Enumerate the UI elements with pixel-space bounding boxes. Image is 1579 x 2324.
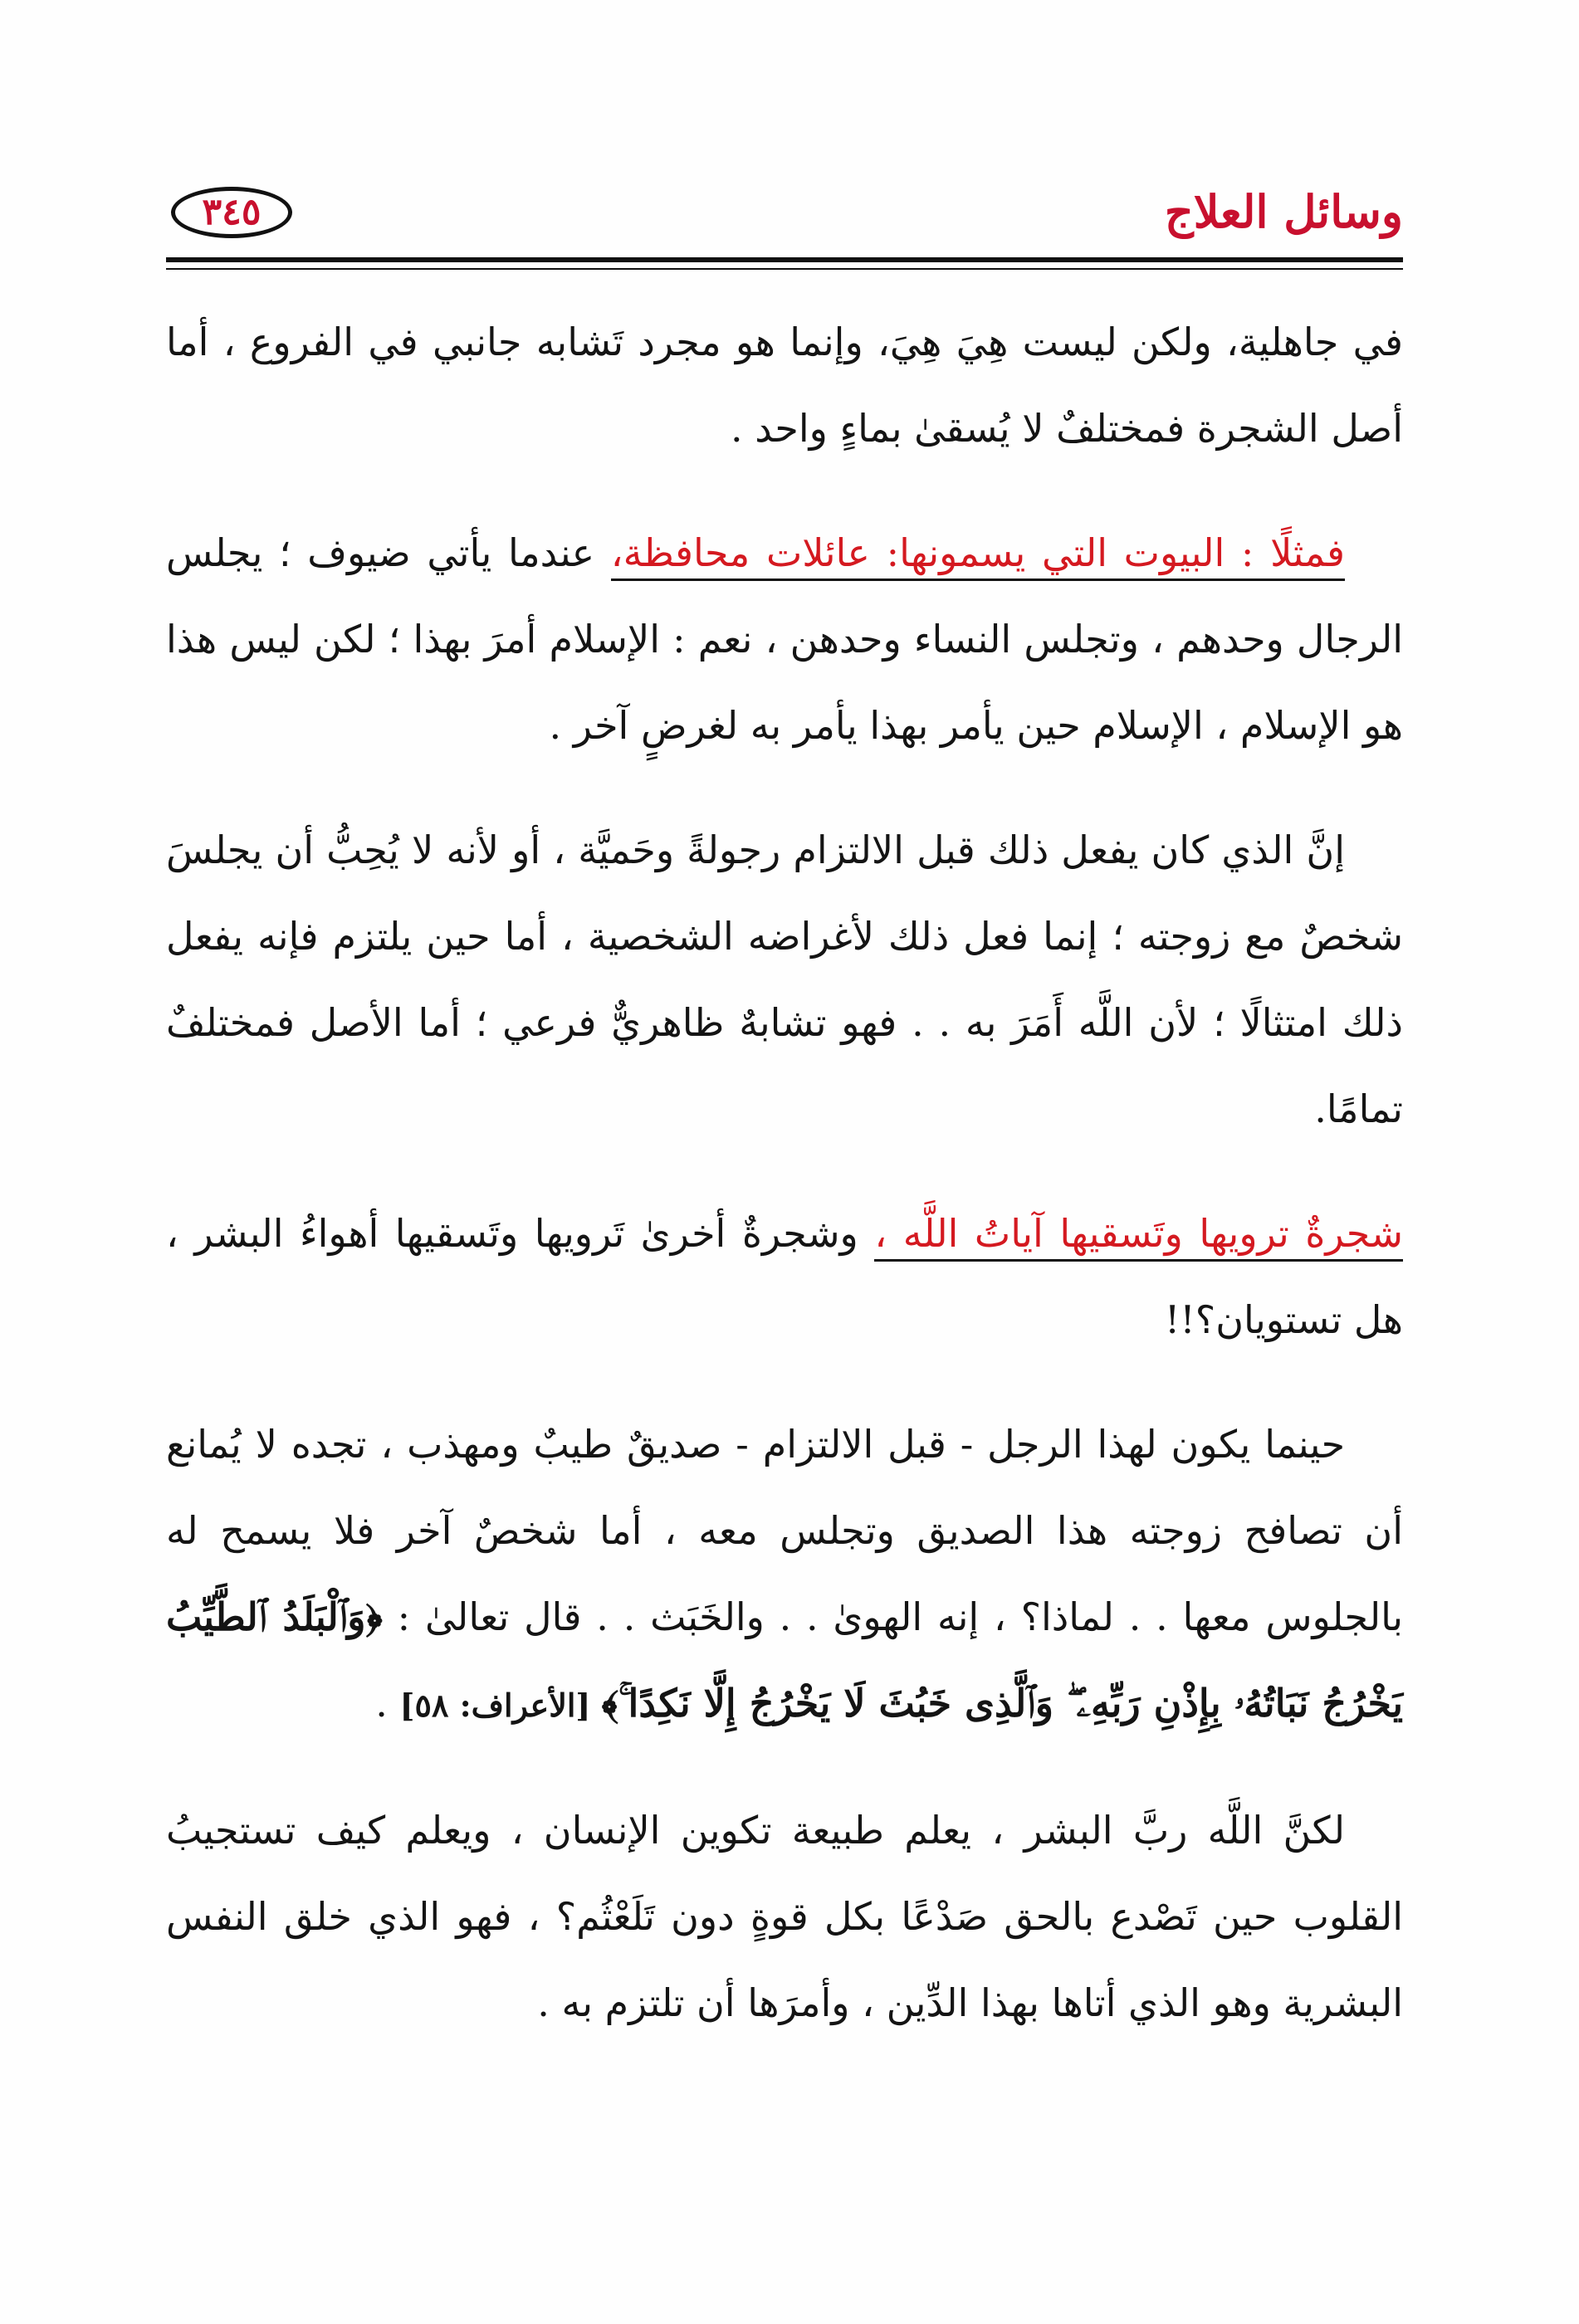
paragraph-5 (166, 1401, 1403, 1749)
page-number-badge: ٣٤٥ (171, 187, 292, 238)
paragraph-2 (166, 510, 1403, 769)
paragraph-3: إنَّ الذي كان يفعل ذلك قبل الالتزام رجولةً وحَميَّة ، أو لأنه لا يُحِبُّ أن يجلسَ شخصٌ مع زوجته ؛ إنما فعل ذلك لأغراضه الشخصية ، أما حين يلتزم فإنه يفعل ذلك امتثالًا ؛ لأن اللَّه أَمَرَ به . . فهو تشابهٌ ظاهريٌّ فرعي ؛ أما الأصل فمختلفٌ تمامًا. (166, 828, 1403, 1131)
paragraph-1: في جاهلية، ولكن ليست هِيَ هِيَ، وإنما هو مجرد تَشابه جانبي في الفروع ، أما أصل الشجرة فمختلفٌ لا يُسقىٰ بماءٍ واحد . (166, 320, 1403, 451)
paragraph-4 (166, 1190, 1403, 1363)
page-body (166, 299, 1403, 2084)
header-rule-thin (166, 268, 1403, 270)
highlight-phrase: فمثلًا : البيوت التي يسمونها: عائلات محافظة، (611, 530, 1345, 581)
chapter-title: وسائل العلاج (1164, 185, 1403, 238)
verse-citation: [الأعراف: ٥٨] (399, 1687, 602, 1724)
paragraph-4-text: وشجرةٌ أخرىٰ تَرويها وتَسقيها أهواءُ البشر ، هل تستويان؟!! (166, 1211, 1403, 1342)
page-header (166, 170, 1403, 261)
paragraph-5-end: . (375, 1681, 400, 1726)
quran-verse: ﴿وَٱلْبَلَدُ ٱلطَّيِّبُ يَخْرُجُ نَبَاتُهُۥ بِإِذْنِ رَبِّهِۦ ۖ وَٱلَّذِى خَبُثَ لَا يَخْرُجُ إِلَّا نَكِدًا ۚ﴾ (166, 1594, 1403, 1726)
paragraph-6: لكنَّ اللَّه ربَّ البشر ، يعلم طبيعة تكوين الإنسان ، ويعلم كيف تستجيبُ القلوب حين تَصْدع بالحق صَدْعًا بكل قوةٍ دون تَلَعْثُم؟ ، فهو الذي خلق النفس البشرية وهو الذي أتاها بهذا الدِّين ، وأمرَها أن تلتزم به . (166, 1808, 1403, 2025)
paragraph-2-text: عندما يأتي ضيوف ؛ يجلس الرجال وحدهم ، وتجلس النساء وحدهن ، نعم : الإسلام أمرَ بهذا ؛ لكن ليس هذا هو الإسلام ، الإسلام حين يأمر بهذا يأمر به لغرضٍ آخر . (166, 530, 1403, 748)
highlight-phrase: شجرةٌ ترويها وتَسقيها آياتُ اللَّه ، (874, 1211, 1403, 1262)
paragraph-5-text: حينما يكون لهذا الرجل - قبل الالتزام - صديقٌ طيبٌ ومهذب ، تجده لا يُمانع أن تصافح زوجته هذا الصديق وتجلس معه ، أما شخصٌ آخر فلا يسمح له بالجلوس معها . . لماذا؟ ، إنه الهوىٰ . . والخَبَث . . قال تعالىٰ : (166, 1422, 1403, 1639)
header-rule-thick (166, 257, 1403, 262)
